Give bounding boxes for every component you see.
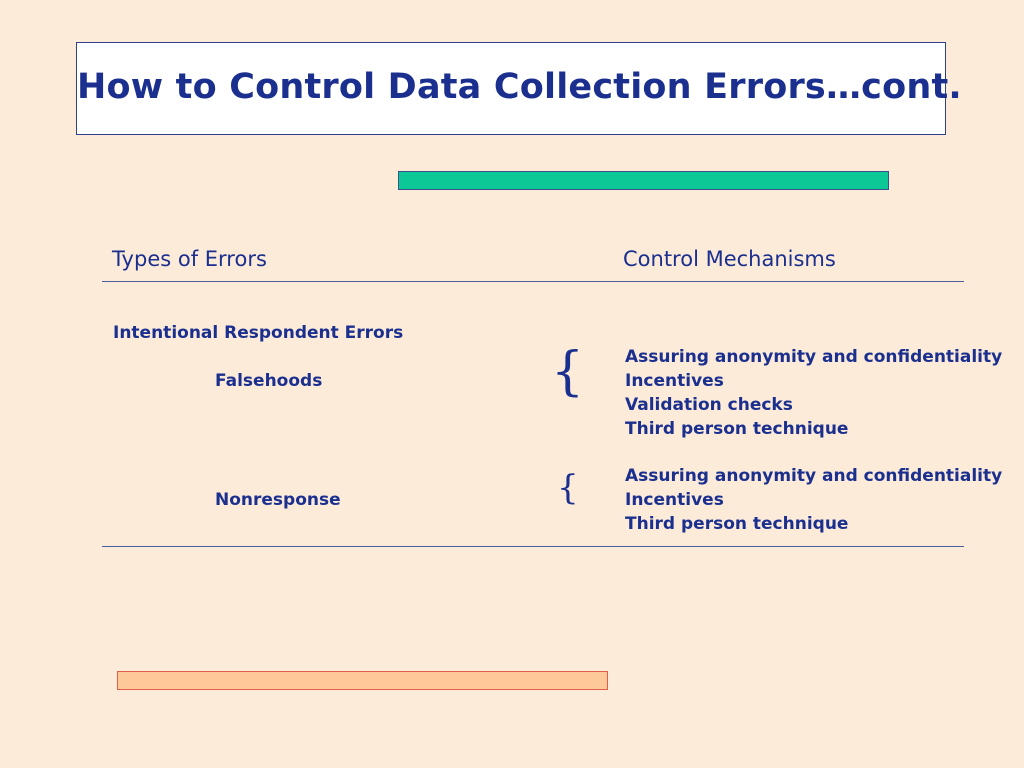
falsehoods-mechanism-list bbox=[625, 345, 1002, 441]
slide-title: How to Control Data Collection Errors…cont. bbox=[77, 67, 962, 107]
header-control-mechanisms: Control Mechanisms bbox=[623, 247, 836, 271]
error-category-label: Intentional Respondent Errors bbox=[113, 323, 404, 343]
mechanism-item: Assuring anonymity and confidentiality bbox=[625, 466, 1003, 486]
mechanism-item: Validation checks bbox=[625, 395, 793, 415]
nonresponse-mechanism-list bbox=[625, 464, 1002, 536]
error-type-falsehoods: Falsehoods bbox=[215, 371, 323, 391]
mechanism-item: Third person technique bbox=[625, 514, 849, 534]
mechanism-item: Assuring anonymity and confidentiality bbox=[625, 347, 1003, 367]
table-bottom-rule bbox=[102, 546, 964, 547]
accent-bar-top bbox=[398, 171, 889, 190]
title-box bbox=[76, 42, 962, 135]
table-top-rule bbox=[102, 281, 964, 282]
brace-icon: { bbox=[557, 468, 579, 508]
mechanism-item: Third person technique bbox=[625, 419, 849, 439]
accent-bar-bottom bbox=[117, 671, 608, 690]
mechanism-item: Incentives bbox=[625, 490, 724, 510]
header-types-of-errors: Types of Errors bbox=[112, 247, 267, 271]
mechanism-item: Incentives bbox=[625, 371, 724, 391]
error-type-nonresponse: Nonresponse bbox=[215, 490, 341, 510]
brace-icon: { bbox=[551, 342, 585, 402]
